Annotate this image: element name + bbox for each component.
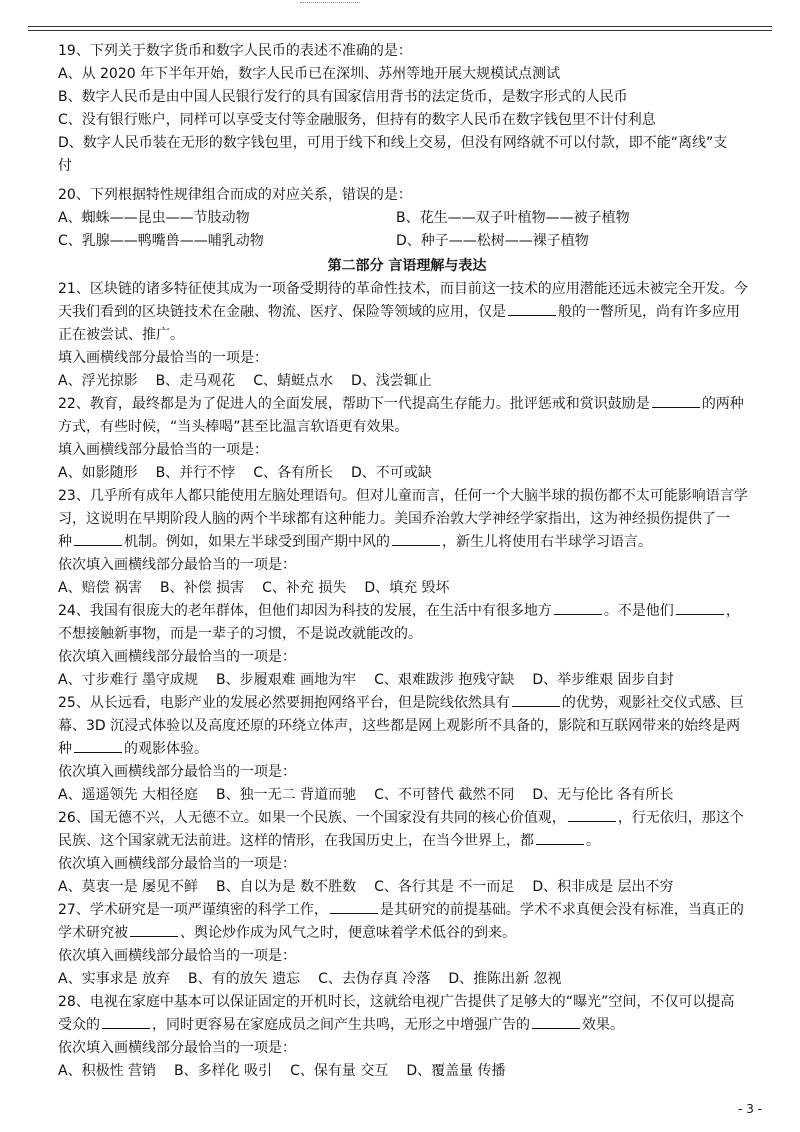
page-number: - 3 - — [738, 1102, 762, 1116]
answer-blank — [74, 738, 122, 753]
answer-blank — [568, 807, 616, 822]
answer-blank — [536, 830, 584, 845]
q24-option-c: C、艰难跋涉 抱残守缺 — [374, 672, 515, 688]
q22-option-c: C、各有所长 — [253, 465, 333, 481]
answer-blank — [74, 531, 122, 546]
q22-option-b: B、并行不悖 — [155, 465, 236, 481]
answer-blank — [532, 1014, 580, 1029]
q22-line2: 方式，有些时候，“当头棒喝”甚至比温言软语更有效果。 — [58, 419, 409, 435]
q23-line2: 习，这说明在早期阶段人脑的两个半球都有这种能力。美国乔治敦大学神经学家指出，这为神经损伤提供了一 — [58, 511, 730, 527]
q19-stem: 19、下列关于数字货币和数字人民币的表述不准确的是： — [58, 43, 412, 59]
q26-ask: 依次填入画横线部分最恰当的一项是： — [58, 856, 296, 872]
answer-blank — [554, 600, 602, 615]
answer-blank — [676, 600, 724, 615]
answer-blank — [330, 899, 378, 914]
q25-line1: 25、从长远看，电影产业的发展必然要拥抱网络平台，但是院线依然具有 的优势，观影社交仪式感、巨 — [58, 692, 756, 715]
q20-option-a: A、蜘蛛——昆虫——节肢动物 — [58, 210, 250, 226]
answer-blank — [130, 922, 178, 937]
q27-options — [58, 968, 756, 991]
q23-line3: 种 机制。例如，如果左半球受到围产期中风的 ，新生儿将使用右半球学习语言。 — [58, 531, 756, 554]
q21-line2: 天我们看到的区块链技术在金融、物流、医疗、保险等领域的应用，仅是 般的一瞥所见，尚有许多应用 — [58, 301, 756, 324]
q21-line3: 正在被尝试、推广。 — [58, 327, 184, 343]
answer-blank — [512, 692, 560, 707]
q21-option-d: D、浅尝辄止 — [350, 373, 432, 389]
q21-option-a: A、浮光掠影 — [58, 373, 138, 389]
q27-option-d: D、推陈出新 忽视 — [448, 971, 562, 987]
q20-option-c: C、乳腺——鸭嘴兽——哺乳动物 — [58, 233, 264, 249]
exam-page-content — [58, 40, 756, 1083]
q19-option-b: B、数字人民币是由中国人民银行发行的具有国家信用背书的法定货币，是数字形式的人民币 — [58, 89, 628, 105]
q24-option-d: D、举步维艰 固步自封 — [532, 672, 674, 688]
q23-option-b: B、补偿 损害 — [160, 580, 245, 596]
q28-option-a: A、积极性 营销 — [58, 1063, 157, 1079]
q20-stem: 20、下列根据特性规律组合而成的对应关系，错误的是： — [58, 187, 412, 203]
q23-option-a: A、赔偿 祸害 — [58, 580, 143, 596]
q23-ask: 依次填入画横线部分最恰当的一项是： — [58, 557, 296, 573]
q27-option-a: A、实事求是 放弃 — [58, 971, 171, 987]
q28-line1: 28、电视在家庭中基本可以保证固定的开机时长，这就给电视广告提供了足够大的“曝光”空间，不仅可以提高 — [58, 994, 735, 1010]
q21-line1: 21、区块链的诸多特征使其成为一项备受期待的革命性技术，而目前这一技术的应用潜能还远未被完全开发。今 — [58, 281, 748, 297]
q27-option-c: C、去伪存真 冷落 — [318, 971, 431, 987]
q28-option-d: D、覆盖量 传播 — [406, 1063, 506, 1079]
answer-blank — [392, 531, 440, 546]
q26-option-d: D、积非成是 层出不穷 — [532, 879, 674, 895]
answer-blank — [652, 393, 700, 408]
header-rule-bottom — [28, 30, 772, 31]
q27-line2: 学术研究被 、舆论炒作成为风气之时，便意味着学术低谷的到来。 — [58, 922, 756, 945]
q25-ask: 依次填入画横线部分最恰当的一项是： — [58, 764, 296, 780]
answer-blank — [102, 1014, 150, 1029]
q20-options-row1 — [58, 207, 756, 230]
q20-options-row2 — [58, 230, 756, 253]
q24-option-a: A、寸步难行 墨守成规 — [58, 672, 199, 688]
q22-line1: 22、教育，最终都是为了促进人的全面发展，帮助下一代提高生存能力。批评惩戒和赏识鼓励是 的两种 — [58, 393, 756, 416]
header-mark — [300, 2, 360, 13]
q25-option-a: A、遥遥领先 大相径庭 — [58, 787, 199, 803]
answer-blank — [508, 301, 556, 316]
q24-line1: 24、我国有很庞大的老年群体，但他们却因为科技的发展，在生活中有很多地方 。不是他们 ， — [58, 600, 756, 623]
q23-line1: 23、几乎所有成年人都只能使用左脑处理语句。但对儿童而言，任何一个大脑半球的损伤都不太可能影响语言学 — [58, 488, 748, 504]
q23-options — [58, 577, 756, 600]
q27-line1: 27、学术研究是一项严谨缜密的科学工作， 是其研究的前提基础。学术不求真便会没有标准，当真正的 — [58, 899, 756, 922]
q23-option-d: D、填充 毁坏 — [364, 580, 450, 596]
q21-option-b: B、走马观花 — [155, 373, 236, 389]
q24-options — [58, 669, 756, 692]
q26-option-b: B、自以为是 数不胜数 — [216, 879, 357, 895]
q22-ask: 填入画横线部分最恰当的一项是： — [58, 442, 268, 458]
q20-option-d: D、种子——松树——裸子植物 — [396, 233, 589, 249]
q26-option-c: C、各行其是 不一而足 — [374, 879, 515, 895]
q21-option-c: C、蜻蜓点水 — [253, 373, 333, 389]
q26-options — [58, 876, 756, 899]
q19-option-a: A、从 2020 年下半年开始，数字人民币已在深圳、苏州等地开展大规模试点测试 — [58, 66, 561, 82]
q28-options — [58, 1060, 756, 1083]
header-rule-top — [28, 26, 772, 27]
q22-options — [58, 462, 756, 485]
q21-ask: 填入画横线部分最恰当的一项是： — [58, 350, 268, 366]
q25-options — [58, 784, 756, 807]
q27-ask: 依次填入画横线部分最恰当的一项是： — [58, 948, 296, 964]
q28-option-b: B、多样化 吸引 — [174, 1063, 273, 1079]
q19-option-c: C、没有银行账户，同样可以享受支付等金融服务，但持有的数字人民币在数字钱包里不计付利息 — [58, 112, 656, 128]
q19-option-d: D、数字人民币装在无形的数字钱包里，可用于线下和线上交易，但没有网络就不可以付款，即不能“离线”支 — [58, 135, 728, 151]
q21-options — [58, 370, 756, 393]
q25-option-d: D、无与伦比 各有所长 — [532, 787, 674, 803]
q22-option-d: D、不可或缺 — [350, 465, 432, 481]
q26-line2: 民族、这个国家就无法前进。这样的情形，在我国历史上，在当今世界上，都 。 — [58, 830, 756, 853]
q19-option-d-cont: 付 — [58, 158, 72, 174]
q20-option-b: B、花生——双子叶植物——被子植物 — [396, 210, 630, 226]
q25-line3: 种 的观影体验。 — [58, 738, 756, 761]
q28-ask: 依次填入画横线部分最恰当的一项是： — [58, 1040, 296, 1056]
q22-option-a: A、如影随形 — [58, 465, 138, 481]
section-title: 第二部分 言语理解与表达 — [327, 258, 487, 274]
q23-option-c: C、补充 损失 — [262, 580, 347, 596]
q26-line1: 26、国无德不兴，人无德不立。如果一个民族、一个国家没有共同的核心价值观， ，行无依归，那这个 — [58, 807, 756, 830]
q28-line2: 受众的 ，同时更容易在家庭成员之间产生共鸣，无形之中增强广告的 效果。 — [58, 1014, 756, 1037]
q24-line2: 不想接触新事物，而是一辈子的习惯，不是说改就能改的。 — [58, 626, 422, 642]
q28-option-c: C、保有量 交互 — [290, 1063, 389, 1079]
q24-ask: 依次填入画横线部分最恰当的一项是： — [58, 649, 296, 665]
q24-option-b: B、步履艰难 画地为牢 — [216, 672, 357, 688]
q27-option-b: B、有的放矢 遗忘 — [188, 971, 301, 987]
q25-line2: 幕、3D 沉浸式体验以及高度还原的环绕立体声，这些都是网上观影所不具备的，影院和互联网带来的始终是两 — [58, 718, 741, 734]
q26-option-a: A、莫衷一是 屡见不鲜 — [58, 879, 199, 895]
q25-option-c: C、不可替代 截然不同 — [374, 787, 515, 803]
q25-option-b: B、独一无二 背道而驰 — [216, 787, 357, 803]
